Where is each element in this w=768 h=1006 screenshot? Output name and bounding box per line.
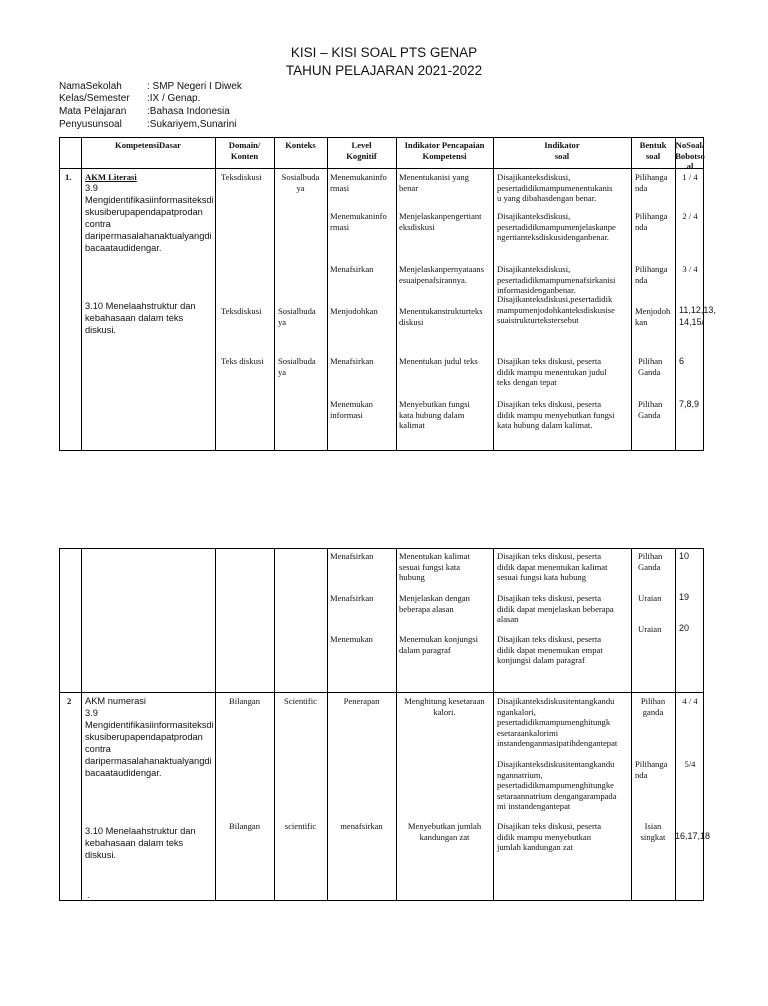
trailing-dot: .: [87, 890, 90, 900]
nosoal-cell: 2 / 4: [682, 211, 698, 221]
level-cell: Menemukan informasi: [330, 399, 373, 420]
domain-cell: Teksdiskusi: [221, 306, 262, 316]
ipk-cell: Menjelaskanpernyataans esuaipenafsirannya.: [399, 264, 484, 285]
akm-label: AKM Literasi: [85, 172, 137, 182]
indikator-cell: Disajikan teks diskusi, peserta didik dapat menemukan empat konjungsi dalam paragraf: [497, 634, 603, 665]
indikator-cell: Disajikanteksdiskusi,pesertadidik mampumenjodohkanteksdiskusise suaistrukturtekstersebut: [497, 294, 615, 325]
nosoal-cell: 16,17,18: [675, 831, 711, 841]
header-konteks: Konteks: [285, 140, 316, 150]
indikator-cell: Disajikanteksdiskusitentangkandu ngankalori, pesertadidikmampumenghitungk esetaraankalorimi instandenganmasipatihdengantepat: [497, 696, 618, 748]
level-cell: Menemukan: [330, 634, 373, 644]
nosoal-cell: 20: [679, 623, 690, 633]
header-nosoal: NoSoal/ Bobotso al: [675, 140, 705, 171]
ipk-cell: Menjelaskan dengan beberapa alasan: [399, 593, 470, 614]
info-label: Mata Pelajaran: [59, 106, 127, 117]
bentuk-cell: Pilihanga nda: [635, 172, 668, 193]
header-ipk: Indikator Pencapaian Kompetensi: [404, 140, 485, 161]
nosoal-cell: 3 / 4: [682, 264, 698, 274]
bentuk-cell: Uraian: [638, 624, 662, 634]
level-cell: Penerapan: [343, 696, 380, 706]
level-cell: Menjodohkan: [330, 306, 378, 316]
header-indikator: Indikator soal: [544, 140, 580, 161]
doc-title-line1: KISI – KISI SOAL PTS GENAP: [290, 45, 478, 60]
domain-cell: Bilangan: [228, 821, 261, 831]
level-cell: Menemukaninfo rmasi: [330, 211, 387, 232]
level-cell: menafsirkan: [340, 821, 383, 831]
bentuk-cell: Pilihan Ganda: [638, 356, 663, 377]
kd-text: 3.10 Menelaahstruktur dan kebahasaan dalam teks diskusi.: [85, 301, 196, 335]
kisi-table-1: [59, 137, 716, 451]
domain-cell: Teks diskusi: [221, 356, 264, 366]
level-cell: Menafsirkan: [330, 356, 374, 366]
bentuk-cell: Pilihanga nda: [635, 211, 668, 232]
bentuk-cell: Uraian: [638, 593, 662, 603]
level-cell: Menemukaninfo rmasi: [330, 172, 387, 193]
bentuk-cell: Pilihanga nda: [635, 759, 668, 780]
kd-text: 3.9 Mengidentifikasiinformasiteksdi skusiberupapendapatprodan contra daripermasalahanaktualyangdi bacaataudidengar.: [85, 708, 214, 778]
header-bentuk: Bentuk soal: [639, 140, 667, 161]
konteks-cell: Sosialbuda ya: [278, 306, 316, 327]
header-level: Level Kognitif: [346, 140, 377, 161]
indikator-cell: Disajikan teks diskusi, peserta didik dapat menentukan kalimat sesuai fungsi kata hubung: [497, 551, 608, 582]
nosoal-cell: 19: [679, 592, 690, 602]
ipk-cell: Menyebutkan jumlah kandungan zat: [407, 821, 482, 842]
info-value: : SMP Negeri I Diwek: [147, 81, 242, 92]
nosoal-cell: 6: [679, 356, 685, 366]
info-label: Penyusunsoal: [59, 119, 122, 130]
info-value: :Sukariyem,Sunarini: [147, 119, 237, 130]
bentuk-cell: Menjodoh kan: [635, 306, 671, 327]
bentuk-cell: Isian singkat: [640, 821, 666, 842]
level-cell: Menafsirkan: [330, 264, 374, 274]
ipk-cell: Menjelaskanpengertiant eksdiskusi: [399, 211, 482, 232]
info-value: :Bahasa Indonesia: [147, 106, 230, 117]
ipk-cell: Menyebutkan fungsi kata hubung dalam kalimat: [399, 399, 470, 430]
ipk-cell: Menemukan konjungsi dalam paragraf: [399, 634, 479, 655]
nosoal-cell: 4 / 4: [682, 696, 698, 706]
ipk-cell: Menentukanstrukturteks diskusi: [399, 306, 483, 327]
nosoal-cell: 1 / 4: [682, 172, 698, 182]
indikator-cell: Disajikan teks diskusi, peserta didik mampu menyebutkan jumlah kandungan zat: [497, 821, 602, 852]
info-value: :IX / Genap.: [147, 93, 201, 104]
ipk-cell: Menghitung kesetaraan kalori.: [404, 696, 485, 717]
info-label: NamaSekolah: [59, 81, 122, 92]
nosoal-cell: 5/4: [684, 759, 696, 769]
konteks-cell: Scientific: [284, 696, 317, 706]
indikator-cell: Disajikanteksdiskusi, pesertadidikmampumenjelaskanpe ngertianteksdiskusidenganbenar.: [497, 211, 616, 242]
level-cell: Menafsirkan: [330, 593, 374, 603]
doc-title-line2: TAHUN PELAJARAN 2021-2022: [285, 63, 483, 78]
ipk-cell: Menentukan kalimat sesuai fungsi kata hubung: [399, 551, 470, 582]
header-domain: Domain/ Konten: [228, 140, 261, 161]
indikator-cell: Disajikan teks diskusi, peserta didik mampu menentukan judul teks dengan tepat: [497, 356, 607, 387]
ipk-cell: Menentukan judul teks: [399, 356, 478, 366]
indikator-cell: Disajikan teks diskusi, peserta didik dapat menjelaskan beberapa alasan: [497, 593, 614, 624]
domain-cell: Teksdiskusi: [221, 172, 262, 182]
konteks-cell: scientific: [284, 821, 317, 831]
bentuk-cell: Pilihan Ganda: [638, 551, 663, 572]
header-kd: KompetensiDasar: [115, 140, 181, 150]
konteks-cell: Sosialbuda ya: [281, 172, 320, 193]
indikator-cell: Disajikanteksdiskusitentangkandu ngannatrium, pesertadidikmampumenghitungke setaraannatrium dengangarampada mi instandengantepat: [497, 759, 617, 811]
kisi-table-2: [59, 548, 711, 901]
bentuk-cell: Pilihan Ganda: [638, 399, 663, 420]
kd-text: 3.10 Menelaahstruktur dan kebahasaan dalam teks diskusi.: [85, 826, 196, 860]
indikator-cell: Disajikanteksdiskusi, pesertadidikmampumenafsirkanisi informasidenganbenar.: [497, 264, 616, 295]
indikator-cell: Disajikanteksdiskusi, pesertadidikmampumenentukanis u yang dibahasdengan benar.: [497, 172, 613, 203]
nosoal-cell: 7,8,9: [679, 399, 700, 409]
bentuk-cell: Pilihanga nda: [635, 264, 668, 285]
akm-label: AKM numerasi: [85, 696, 146, 706]
level-cell: Menafsirkan: [330, 551, 374, 561]
bentuk-cell: Pilihan ganda: [640, 696, 666, 717]
nosoal-cell: 11,12,13, 14,15/: [679, 305, 716, 327]
row-number: 1.: [65, 172, 72, 182]
row-number: 2: [67, 696, 72, 706]
ipk-cell: Menentukanisi yang benar: [399, 172, 469, 193]
nosoal-cell: 10: [679, 551, 690, 561]
domain-cell: Bilangan: [228, 696, 261, 706]
kd-text: 3.9 Mengidentifikasiinformasiteksdi skusiberupapendapatprodan contra daripermasalahanaktualyangdi bacaataudidengar.: [85, 183, 214, 253]
indikator-cell: Disajikan teks diskusi, peserta didik mampu menyebutkan fungsi kata hubung dalam kalimat.: [497, 399, 615, 430]
konteks-cell: Sosialbuda ya: [278, 356, 316, 377]
info-label: Kelas/Semester: [59, 93, 130, 104]
